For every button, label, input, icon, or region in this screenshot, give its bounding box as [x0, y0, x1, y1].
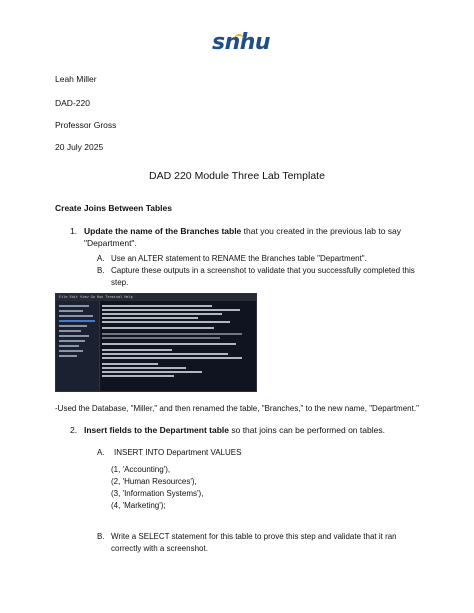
terminal-screenshot: [55, 293, 257, 392]
item-1a-marker: A.: [97, 254, 105, 263]
item-2-bold: Insert fields to the Department table: [84, 425, 229, 435]
value-row: (4, 'Marketing');: [111, 501, 166, 510]
item-2b-marker: B.: [97, 532, 105, 541]
value-row: (3, 'Information Systems'),: [111, 489, 204, 498]
value-row: (1, 'Accounting'),: [111, 465, 171, 474]
item-2a-marker: A.: [97, 448, 105, 457]
logo-arc-icon: [234, 34, 244, 42]
item-1b-marker: B.: [97, 266, 105, 275]
item-1b-line2: step.: [111, 278, 129, 287]
document-title: DAD 220 Module Three Lab Template: [149, 170, 325, 182]
professor-name: Professor Gross: [55, 120, 117, 130]
item-2b-line1: Write a SELECT statement for this table to prove this step and validate that it ran: [111, 532, 397, 541]
item-1b-text: [111, 265, 431, 289]
screenshot-explorer-panel: [56, 301, 100, 391]
item-1-text: [84, 225, 424, 249]
value-row: (2, 'Human Resources'),: [111, 477, 197, 486]
item-2-rest: so that joins can be performed on tables.: [229, 425, 385, 435]
item-1-rest-line2: "Department".: [84, 238, 137, 248]
item-2-text: [84, 424, 385, 436]
screenshot-caption: -Used the Database, "Miller," and then renamed the table, "Branches," to the new name, "Department.": [55, 404, 419, 413]
item-2b-text: [111, 531, 431, 555]
item-2a-text: INSERT INTO Department VALUES: [114, 448, 242, 457]
item-1b-line1: Capture these outputs in a screenshot to validate that you successfully completed this: [111, 266, 415, 275]
item-2b-line2: correctly with a screenshot.: [111, 544, 208, 553]
item-1a-text: Use an ALTER statement to RENAME the Branches table "Department".: [111, 254, 367, 263]
screenshot-menubar: File Edit View Go Run Terminal Help: [56, 294, 256, 301]
item-2-number: 2.: [70, 425, 78, 435]
document-date: 20 July 2025: [55, 142, 104, 152]
item-1-number: 1.: [70, 226, 78, 236]
item-1-rest: that you created in the previous lab to say: [241, 226, 402, 236]
section-heading: Create Joins Between Tables: [55, 203, 172, 213]
course-code: DAD-220: [55, 98, 90, 108]
item-1-bold: Update the name of the Branches table: [84, 226, 242, 236]
snhu-logo: snhu: [212, 30, 271, 55]
screenshot-terminal-output: [102, 303, 254, 389]
author-name: Leah Miller: [55, 74, 97, 84]
